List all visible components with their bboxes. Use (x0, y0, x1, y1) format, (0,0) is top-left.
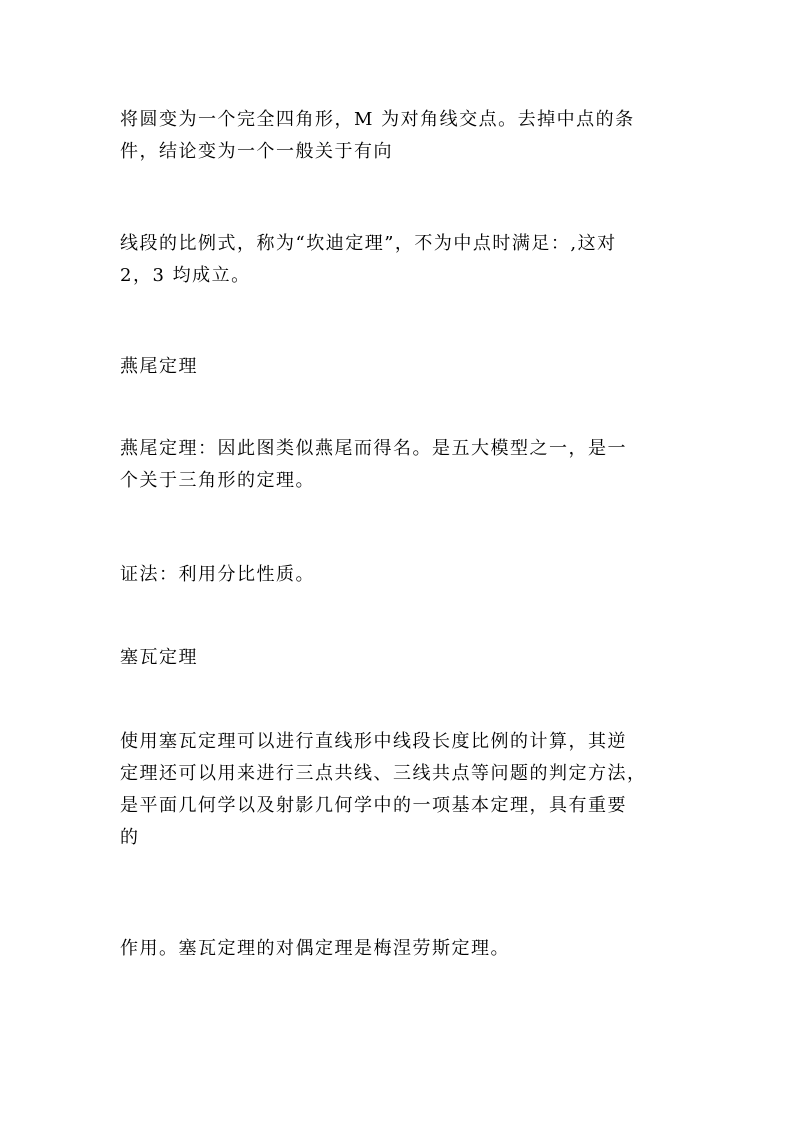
heading-ceva-theorem (120, 642, 680, 674)
text-line: 燕尾定理：因此图类似燕尾而得名。是五大模型之一，是一 (120, 438, 627, 459)
text-line: 个关于三角形的定理。 (120, 470, 315, 491)
section-heading: 塞瓦定理 (120, 647, 198, 668)
paragraph-candy-theorem (120, 228, 680, 292)
text-line: 将圆变为一个完全四角形，M 为对角线交点。去掉中点的条 (120, 109, 635, 130)
text-line: 定理还可以用来进行三点共线、三线共点等问题的判定方法， (120, 763, 647, 784)
section-heading: 燕尾定理 (120, 356, 198, 377)
paragraph-ceva-theorem (120, 726, 680, 854)
text-line: 是平面几何学以及射影几何学中的一项基本定理，具有重要 (120, 795, 627, 816)
paragraph-swallowtail-theorem (120, 433, 680, 497)
text-line: 证法：利用分比性质。 (120, 564, 315, 585)
heading-swallowtail-theorem (120, 351, 680, 383)
paragraph-proof-method (120, 559, 680, 591)
text-line: 的 (120, 827, 140, 848)
text-line: 件，结论变为一个一般关于有向 (120, 141, 393, 162)
paragraph-ceva-dual (120, 933, 680, 965)
text-line: 2，3 均成立。 (120, 265, 251, 286)
text-line: 作用。塞瓦定理的对偶定理是梅涅劳斯定理。 (120, 938, 510, 959)
text-line: 线段的比例式，称为“坎迪定理”，不为中点时满足：,这对 (120, 233, 617, 254)
paragraph-complete-quadrilateral (120, 104, 680, 168)
text-line: 使用塞瓦定理可以进行直线形中线段长度比例的计算，其逆 (120, 731, 627, 752)
